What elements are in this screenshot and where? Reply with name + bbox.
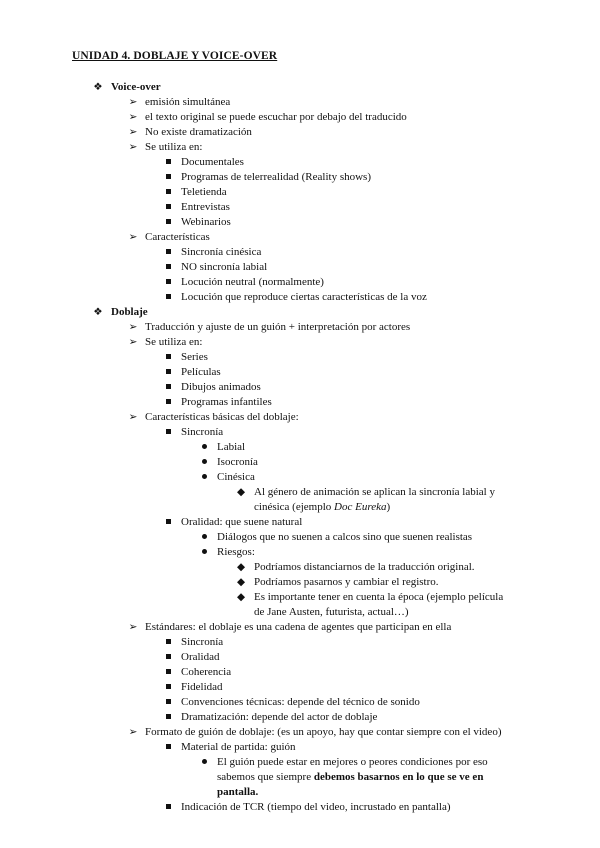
emphasis-text: debemos basarnos en lo que se ve en: [313, 771, 484, 783]
diamond-bullet-icon: ❖: [93, 82, 103, 93]
list-item: Se utiliza en:: [145, 336, 203, 348]
list-item: Sincronía: [181, 636, 224, 648]
square-bullet-icon: [160, 245, 176, 260]
list-item: Es importante tener en cuenta la época (ejemplo película: [254, 591, 504, 603]
list-item: Indicación de TCR (tiempo del video, incrustado en pantalla): [181, 801, 451, 813]
arrow-bullet-icon: ➢: [128, 232, 138, 243]
list-item: Locución que reproduce ciertas características de la voz: [181, 291, 427, 303]
list-item: Convenciones técnicas: depende del técnico de sonido: [181, 696, 420, 708]
list-item: Se utiliza en:: [145, 141, 203, 153]
square-bullet-icon: [160, 380, 176, 395]
list-item: Teletienda: [181, 186, 227, 198]
square-bullet-icon: [160, 365, 176, 380]
square-bullet-icon: [160, 710, 176, 725]
square-bullet-icon: [160, 185, 176, 200]
square-bullet-icon: [160, 680, 176, 695]
square-bullet-icon: [160, 650, 176, 665]
list-item-continuation: de Jane Austen, futurista, actual…): [254, 606, 409, 618]
list-item: Series: [181, 351, 208, 363]
arrow-bullet-icon: ➢: [128, 622, 138, 633]
arrow-bullet-icon: ➢: [128, 322, 138, 333]
square-bullet-icon: [160, 290, 176, 305]
square-bullet-icon: [160, 215, 176, 230]
list-item: Sincronía cinésica: [181, 246, 262, 258]
circle-bullet-icon: [196, 455, 212, 470]
square-bullet-icon: [160, 665, 176, 680]
square-bullet-icon: [160, 695, 176, 710]
list-item: Entrevistas: [181, 201, 230, 213]
list-item: Documentales: [181, 156, 244, 168]
square-bullet-icon: [160, 260, 176, 275]
example-title: Doc Eureka: [334, 501, 387, 513]
list-item: el texto original se puede escuchar por debajo del traducido: [145, 111, 407, 123]
document-title: UNIDAD 4. DOBLAJE Y VOICE-OVER: [72, 50, 278, 62]
list-item: Características básicas del doblaje:: [145, 411, 299, 423]
list-item: Coherencia: [181, 666, 232, 678]
list-item: Dramatización: depende del actor de doblaje: [181, 711, 378, 723]
list-item: NO sincronía labial: [181, 261, 268, 273]
list-item: Características: [145, 231, 210, 243]
square-bullet-icon: [160, 170, 176, 185]
arrow-bullet-icon: ➢: [128, 727, 138, 738]
list-item: No existe dramatización: [145, 126, 252, 138]
square-bullet-icon: [160, 275, 176, 290]
list-item: Cinésica: [217, 471, 255, 483]
arrow-bullet-icon: ➢: [128, 337, 138, 348]
diamond-small-bullet-icon: ◆: [236, 577, 246, 588]
list-item: Oralidad: que suene natural: [181, 516, 303, 528]
list-item: Programas de telerrealidad (Reality shows): [181, 171, 371, 183]
diamond-small-bullet-icon: ◆: [236, 487, 246, 498]
square-bullet-icon: [160, 740, 176, 755]
diamond-small-bullet-icon: ◆: [236, 592, 246, 603]
diamond-small-bullet-icon: ◆: [236, 562, 246, 573]
list-item: El guión puede estar en mejores o peores condiciones por eso: [217, 756, 488, 768]
list-item: Podríamos pasarnos y cambiar el registro.: [254, 576, 439, 588]
square-bullet-icon: [160, 425, 176, 440]
square-bullet-icon: [160, 200, 176, 215]
arrow-bullet-icon: ➢: [128, 112, 138, 123]
list-item: Películas: [181, 366, 221, 378]
list-item: Labial: [217, 441, 246, 453]
arrow-bullet-icon: ➢: [128, 97, 138, 108]
list-item: Al género de animación se aplican la sincronía labial y: [254, 486, 495, 498]
square-bullet-icon: [160, 515, 176, 530]
circle-bullet-icon: [196, 755, 212, 770]
arrow-bullet-icon: ➢: [128, 127, 138, 138]
list-item: Podríamos distanciarnos de la traducción original.: [254, 561, 475, 573]
list-item: Material de partida: guión: [181, 741, 296, 753]
list-item: Estándares: el doblaje es una cadena de agentes que participan en ella: [145, 621, 452, 633]
list-item: Programas infantiles: [181, 396, 272, 408]
list-item: Locución neutral (normalmente): [181, 276, 324, 288]
list-item: Dibujos animados: [181, 381, 261, 393]
text-run: cinésica (ejemplo: [254, 501, 335, 513]
square-bullet-icon: [160, 800, 176, 815]
circle-bullet-icon: [196, 530, 212, 545]
list-item: Formato de guión de doblaje: (es un apoyo, hay que contar siempre con el video): [145, 726, 502, 738]
section-heading-doblaje: Doblaje: [111, 306, 148, 318]
list-item: Sincronía: [181, 426, 224, 438]
circle-bullet-icon: [196, 440, 212, 455]
emphasis-text: pantalla.: [217, 786, 259, 798]
arrow-bullet-icon: ➢: [128, 142, 138, 153]
diamond-bullet-icon: ❖: [93, 307, 103, 318]
circle-bullet-icon: [196, 545, 212, 560]
list-item: Riesgos:: [217, 546, 255, 558]
list-item: Fidelidad: [181, 681, 223, 693]
list-item: Traducción y ajuste de un guión + interpretación por actores: [145, 321, 411, 333]
square-bullet-icon: [160, 635, 176, 650]
arrow-bullet-icon: ➢: [128, 412, 138, 423]
text-run: ): [386, 501, 391, 513]
list-item: Diálogos que no suenen a calcos sino que suenen realistas: [217, 531, 473, 543]
list-item: Isocronía: [217, 456, 258, 468]
square-bullet-icon: [160, 350, 176, 365]
list-item: Oralidad: [181, 651, 220, 663]
list-item: Webinarios: [181, 216, 231, 228]
list-item-continuation: [254, 500, 390, 515]
square-bullet-icon: [160, 155, 176, 170]
circle-bullet-icon: [196, 470, 212, 485]
square-bullet-icon: [160, 395, 176, 410]
list-item-continuation: [217, 770, 483, 785]
section-heading-voiceover: Voice-over: [111, 81, 161, 93]
text-run: sabemos que siempre: [217, 771, 314, 783]
list-item: emisión simultánea: [145, 96, 231, 108]
